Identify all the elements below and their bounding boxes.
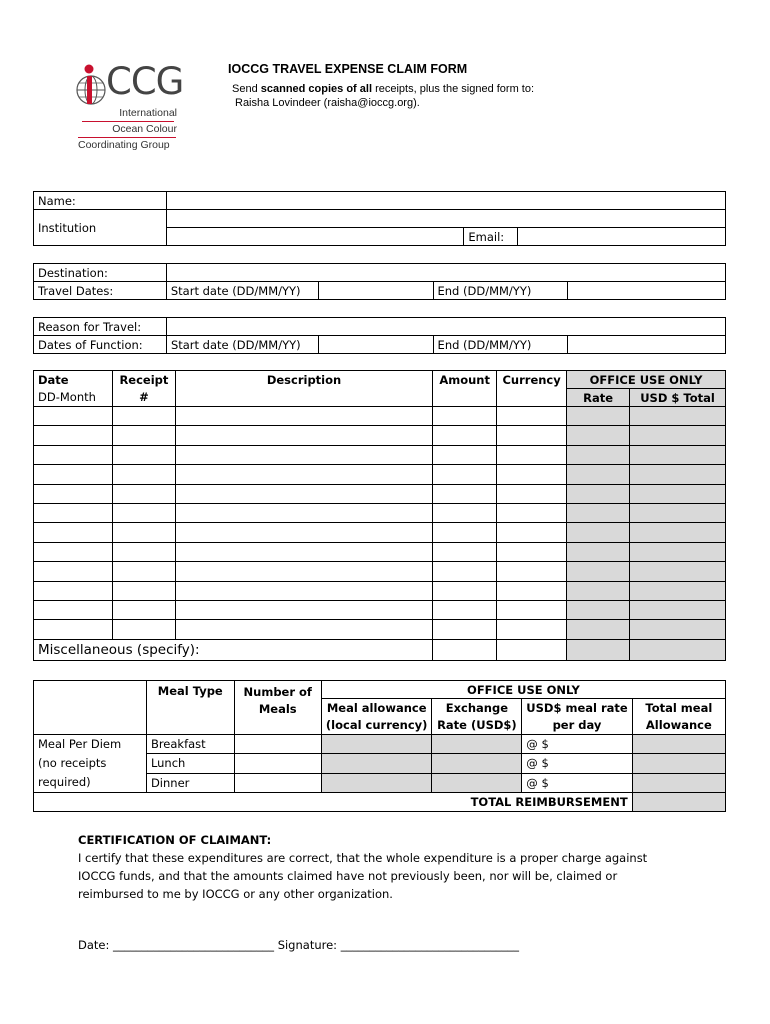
- col-rate: Rate: [567, 389, 630, 407]
- col-allowance: Meal allowance: [321, 699, 432, 717]
- expense-receipt-cell[interactable]: [112, 503, 175, 522]
- lunch-total: [632, 754, 725, 773]
- col-date: Date: [34, 371, 113, 389]
- expenses-table: [33, 370, 726, 661]
- expense-amount-cell[interactable]: [433, 542, 497, 561]
- expense-currency-cell[interactable]: [497, 542, 567, 561]
- travel-dates-label: Travel Dates:: [34, 282, 167, 300]
- misc-amount[interactable]: [433, 639, 497, 660]
- expense-row: [34, 445, 726, 464]
- expense-row: [34, 620, 726, 639]
- col-description: Description: [175, 371, 432, 389]
- expense-row: [34, 523, 726, 542]
- expense-currency-cell[interactable]: [497, 562, 567, 581]
- signature-label: Signature:: [277, 938, 338, 952]
- date-signature-row: [78, 937, 519, 954]
- expense-amount-cell[interactable]: [433, 407, 497, 426]
- lunch-count[interactable]: [234, 754, 321, 773]
- name-field[interactable]: [166, 192, 725, 210]
- function-start-label: Start date (DD/MM/YY): [166, 336, 318, 354]
- per-diem-line3: required): [38, 775, 91, 789]
- meal-lunch: Lunch: [146, 754, 234, 773]
- logo-ccg: CCG: [106, 60, 184, 103]
- col-exchange-sub: Rate (USD$): [432, 717, 522, 735]
- expense-amount-cell[interactable]: [433, 581, 497, 600]
- travel-start-field[interactable]: [318, 282, 433, 300]
- expense-currency-cell[interactable]: [497, 484, 567, 503]
- reason-label: Reason for Travel:: [34, 318, 167, 336]
- expense-amount-cell[interactable]: [433, 503, 497, 522]
- instr-bold: scanned copies of all: [260, 83, 373, 95]
- expense-row: [34, 503, 726, 522]
- expense-currency-cell[interactable]: [497, 426, 567, 445]
- expense-amount-cell[interactable]: [433, 600, 497, 619]
- expense-amount-cell[interactable]: [433, 523, 497, 542]
- travel-start-label: Start date (DD/MM/YY): [166, 282, 318, 300]
- institution-field[interactable]: [166, 210, 725, 228]
- breakfast-count[interactable]: [234, 735, 321, 754]
- expense-row: [34, 600, 726, 619]
- dinner-usd-rate: @ $: [522, 773, 632, 792]
- lunch-usd-rate: @ $: [522, 754, 632, 773]
- dinner-count[interactable]: [234, 773, 321, 792]
- date-label: Date:: [78, 938, 110, 952]
- instructions-line2: Raisha Lovindeer (raisha@ioccg.org).: [235, 97, 420, 109]
- logo-line1: International: [119, 107, 177, 119]
- expense-rate-cell: [567, 562, 630, 581]
- expense-currency-cell[interactable]: [497, 620, 567, 639]
- expense-receipt-cell[interactable]: [112, 407, 175, 426]
- col-total-meal-sub: Allowance: [632, 717, 725, 735]
- lunch-allowance: [321, 754, 432, 773]
- certification-line1: I certify that these expenditures are correct, that the whole expenditure is a proper charge against: [78, 851, 648, 865]
- expense-receipt-cell[interactable]: [112, 426, 175, 445]
- breakfast-usd-rate: @ $: [522, 735, 632, 754]
- breakfast-exchange: [432, 735, 522, 754]
- expense-usd-total-cell: [630, 600, 726, 619]
- expense-row: [34, 426, 726, 445]
- expense-rate-cell: [567, 600, 630, 619]
- expense-rate-cell: [567, 542, 630, 561]
- breakfast-total: [632, 735, 725, 754]
- expense-rate-cell: [567, 484, 630, 503]
- expense-usd-total-cell: [630, 620, 726, 639]
- misc-label: Miscellaneous (specify):: [34, 639, 433, 660]
- col-amount: Amount: [433, 371, 497, 389]
- meals-office-use: OFFICE USE ONLY: [321, 681, 725, 699]
- expense-usd-total-cell: [630, 523, 726, 542]
- expense-date-cell[interactable]: [34, 484, 113, 503]
- expense-description-cell[interactable]: [175, 426, 432, 445]
- expense-rate-cell: [567, 523, 630, 542]
- expense-rate-cell: [567, 503, 630, 522]
- expense-date-cell[interactable]: [34, 426, 113, 445]
- expense-rate-cell: [567, 445, 630, 464]
- instr-pre: Send: [232, 83, 261, 95]
- expense-currency-cell[interactable]: [497, 465, 567, 484]
- function-end-label: End (DD/MM/YY): [433, 336, 568, 354]
- expense-usd-total-cell: [630, 562, 726, 581]
- expense-receipt-cell[interactable]: [112, 581, 175, 600]
- expense-rate-cell: [567, 426, 630, 445]
- per-diem-line1: Meal Per Diem: [38, 737, 122, 751]
- logo-line3: Coordinating Group: [78, 139, 170, 151]
- travel-end-label: End (DD/MM/YY): [433, 282, 568, 300]
- expense-usd-total-cell: [630, 581, 726, 600]
- expense-amount-cell[interactable]: [433, 445, 497, 464]
- expense-description-cell[interactable]: [175, 562, 432, 581]
- travel-end-field[interactable]: [568, 282, 726, 300]
- col-usd-total: USD $ Total: [630, 389, 726, 407]
- expense-usd-total-cell: [630, 407, 726, 426]
- col-number-meals: [234, 681, 321, 735]
- expense-receipt-cell[interactable]: [112, 620, 175, 639]
- col-date-sub: DD-Month: [34, 389, 113, 407]
- expense-description-cell[interactable]: [175, 465, 432, 484]
- expense-date-cell[interactable]: [34, 620, 113, 639]
- expense-currency-cell[interactable]: [497, 581, 567, 600]
- date-line[interactable]: ____________________________: [113, 938, 275, 952]
- expense-receipt-cell[interactable]: [112, 562, 175, 581]
- expense-currency-cell[interactable]: [497, 445, 567, 464]
- email-field[interactable]: [518, 228, 726, 246]
- expense-usd-total-cell: [630, 465, 726, 484]
- expense-description-cell[interactable]: [175, 581, 432, 600]
- col-number-line1: Number of: [243, 685, 312, 699]
- signature-line[interactable]: _______________________________: [340, 938, 519, 952]
- expense-description-cell[interactable]: [175, 523, 432, 542]
- expense-description-cell[interactable]: [175, 600, 432, 619]
- dinner-allowance: [321, 773, 432, 792]
- expense-date-cell[interactable]: [34, 407, 113, 426]
- expense-usd-total-cell: [630, 484, 726, 503]
- expense-description-cell[interactable]: [175, 503, 432, 522]
- function-start-field[interactable]: [318, 336, 433, 354]
- reason-table: [33, 317, 726, 354]
- expense-row: [34, 581, 726, 600]
- dinner-exchange: [432, 773, 522, 792]
- expense-date-cell[interactable]: [34, 465, 113, 484]
- misc-usd-total: [630, 639, 726, 660]
- expense-row: [34, 542, 726, 561]
- per-diem-line2: (no receipts: [38, 756, 107, 770]
- col-receipt-sub: #: [112, 389, 175, 407]
- form-title: IOCCG TRAVEL EXPENSE CLAIM FORM: [228, 62, 468, 76]
- total-reimbursement-value: [632, 793, 725, 812]
- expense-currency-cell[interactable]: [497, 503, 567, 522]
- expense-rate-cell: [567, 407, 630, 426]
- institution-field-2[interactable]: [166, 228, 463, 246]
- reason-field[interactable]: [166, 318, 725, 336]
- col-receipt: Receipt: [112, 371, 175, 389]
- email-label: Email:: [464, 228, 518, 246]
- meals-corner: [34, 681, 147, 735]
- expense-currency-cell[interactable]: [497, 523, 567, 542]
- instructions-line1: [232, 83, 534, 95]
- col-total-meal: Total meal: [632, 699, 725, 717]
- certification-title: CERTIFICATION OF CLAIMANT:: [78, 833, 272, 847]
- expense-amount-cell[interactable]: [433, 620, 497, 639]
- expense-description-cell[interactable]: [175, 484, 432, 503]
- misc-currency[interactable]: [497, 639, 567, 660]
- expense-date-cell[interactable]: [34, 562, 113, 581]
- logo-line2: Ocean Colour: [112, 123, 177, 135]
- col-meal-type: Meal Type: [146, 681, 234, 735]
- col-usd-rate-sub: per day: [522, 717, 632, 735]
- total-reimbursement-label: TOTAL REIMBURSEMENT: [34, 793, 633, 812]
- meals-table: [33, 680, 726, 812]
- expense-description-cell[interactable]: [175, 407, 432, 426]
- expense-date-cell[interactable]: [34, 600, 113, 619]
- expense-currency-cell[interactable]: [497, 407, 567, 426]
- expense-description-cell[interactable]: [175, 620, 432, 639]
- misc-rate: [567, 639, 630, 660]
- expense-date-cell[interactable]: [34, 523, 113, 542]
- expense-description-cell[interactable]: [175, 445, 432, 464]
- certification-line3: reimbursed to me by IOCCG or any other organization.: [78, 887, 393, 901]
- expense-description-cell[interactable]: [175, 542, 432, 561]
- expense-rate-cell: [567, 465, 630, 484]
- expense-usd-total-cell: [630, 503, 726, 522]
- expense-row: [34, 465, 726, 484]
- expense-date-cell[interactable]: [34, 445, 113, 464]
- expense-currency-cell[interactable]: [497, 600, 567, 619]
- destination-field[interactable]: [166, 264, 725, 282]
- expense-receipt-cell[interactable]: [112, 523, 175, 542]
- expense-usd-total-cell: [630, 426, 726, 445]
- expense-receipt-cell[interactable]: [112, 465, 175, 484]
- expense-receipt-cell[interactable]: [112, 484, 175, 503]
- function-end-field[interactable]: [568, 336, 726, 354]
- expense-row: [34, 484, 726, 503]
- breakfast-allowance: [321, 735, 432, 754]
- claimant-info-table: [33, 191, 726, 246]
- per-diem-label: [34, 735, 147, 793]
- meal-dinner: Dinner: [146, 773, 234, 792]
- lunch-exchange: [432, 754, 522, 773]
- expense-receipt-cell[interactable]: [112, 445, 175, 464]
- certification-line2: IOCCG funds, and that the amounts claimed have not previously been, nor will be, claimed or: [78, 869, 618, 883]
- col-allowance-sub: (local currency): [321, 717, 432, 735]
- ioccg-logo: [70, 60, 185, 155]
- expense-usd-total-cell: [630, 542, 726, 561]
- destination-table: [33, 263, 726, 300]
- dinner-total: [632, 773, 725, 792]
- expense-amount-cell[interactable]: [433, 484, 497, 503]
- col-currency: Currency: [497, 371, 567, 389]
- col-number-line2: Meals: [258, 702, 297, 716]
- expense-amount-cell[interactable]: [433, 562, 497, 581]
- expense-amount-cell[interactable]: [433, 426, 497, 445]
- expense-row: [34, 562, 726, 581]
- col-usd-rate: USD$ meal rate: [522, 699, 632, 717]
- expense-row: [34, 407, 726, 426]
- instr-post: receipts, plus the signed form to:: [372, 83, 535, 95]
- expense-receipt-cell[interactable]: [112, 542, 175, 561]
- expense-date-cell[interactable]: [34, 542, 113, 561]
- expense-rate-cell: [567, 620, 630, 639]
- expense-receipt-cell[interactable]: [112, 600, 175, 619]
- destination-label: Destination:: [34, 264, 167, 282]
- expense-date-cell[interactable]: [34, 581, 113, 600]
- col-exchange: Exchange: [432, 699, 522, 717]
- office-use-header: OFFICE USE ONLY: [567, 371, 726, 389]
- expense-amount-cell[interactable]: [433, 465, 497, 484]
- expense-usd-total-cell: [630, 445, 726, 464]
- meal-breakfast: Breakfast: [146, 735, 234, 754]
- function-dates-label: Dates of Function:: [34, 336, 167, 354]
- expense-date-cell[interactable]: [34, 503, 113, 522]
- institution-label: Institution: [34, 210, 167, 246]
- name-label: Name:: [34, 192, 167, 210]
- expense-rate-cell: [567, 581, 630, 600]
